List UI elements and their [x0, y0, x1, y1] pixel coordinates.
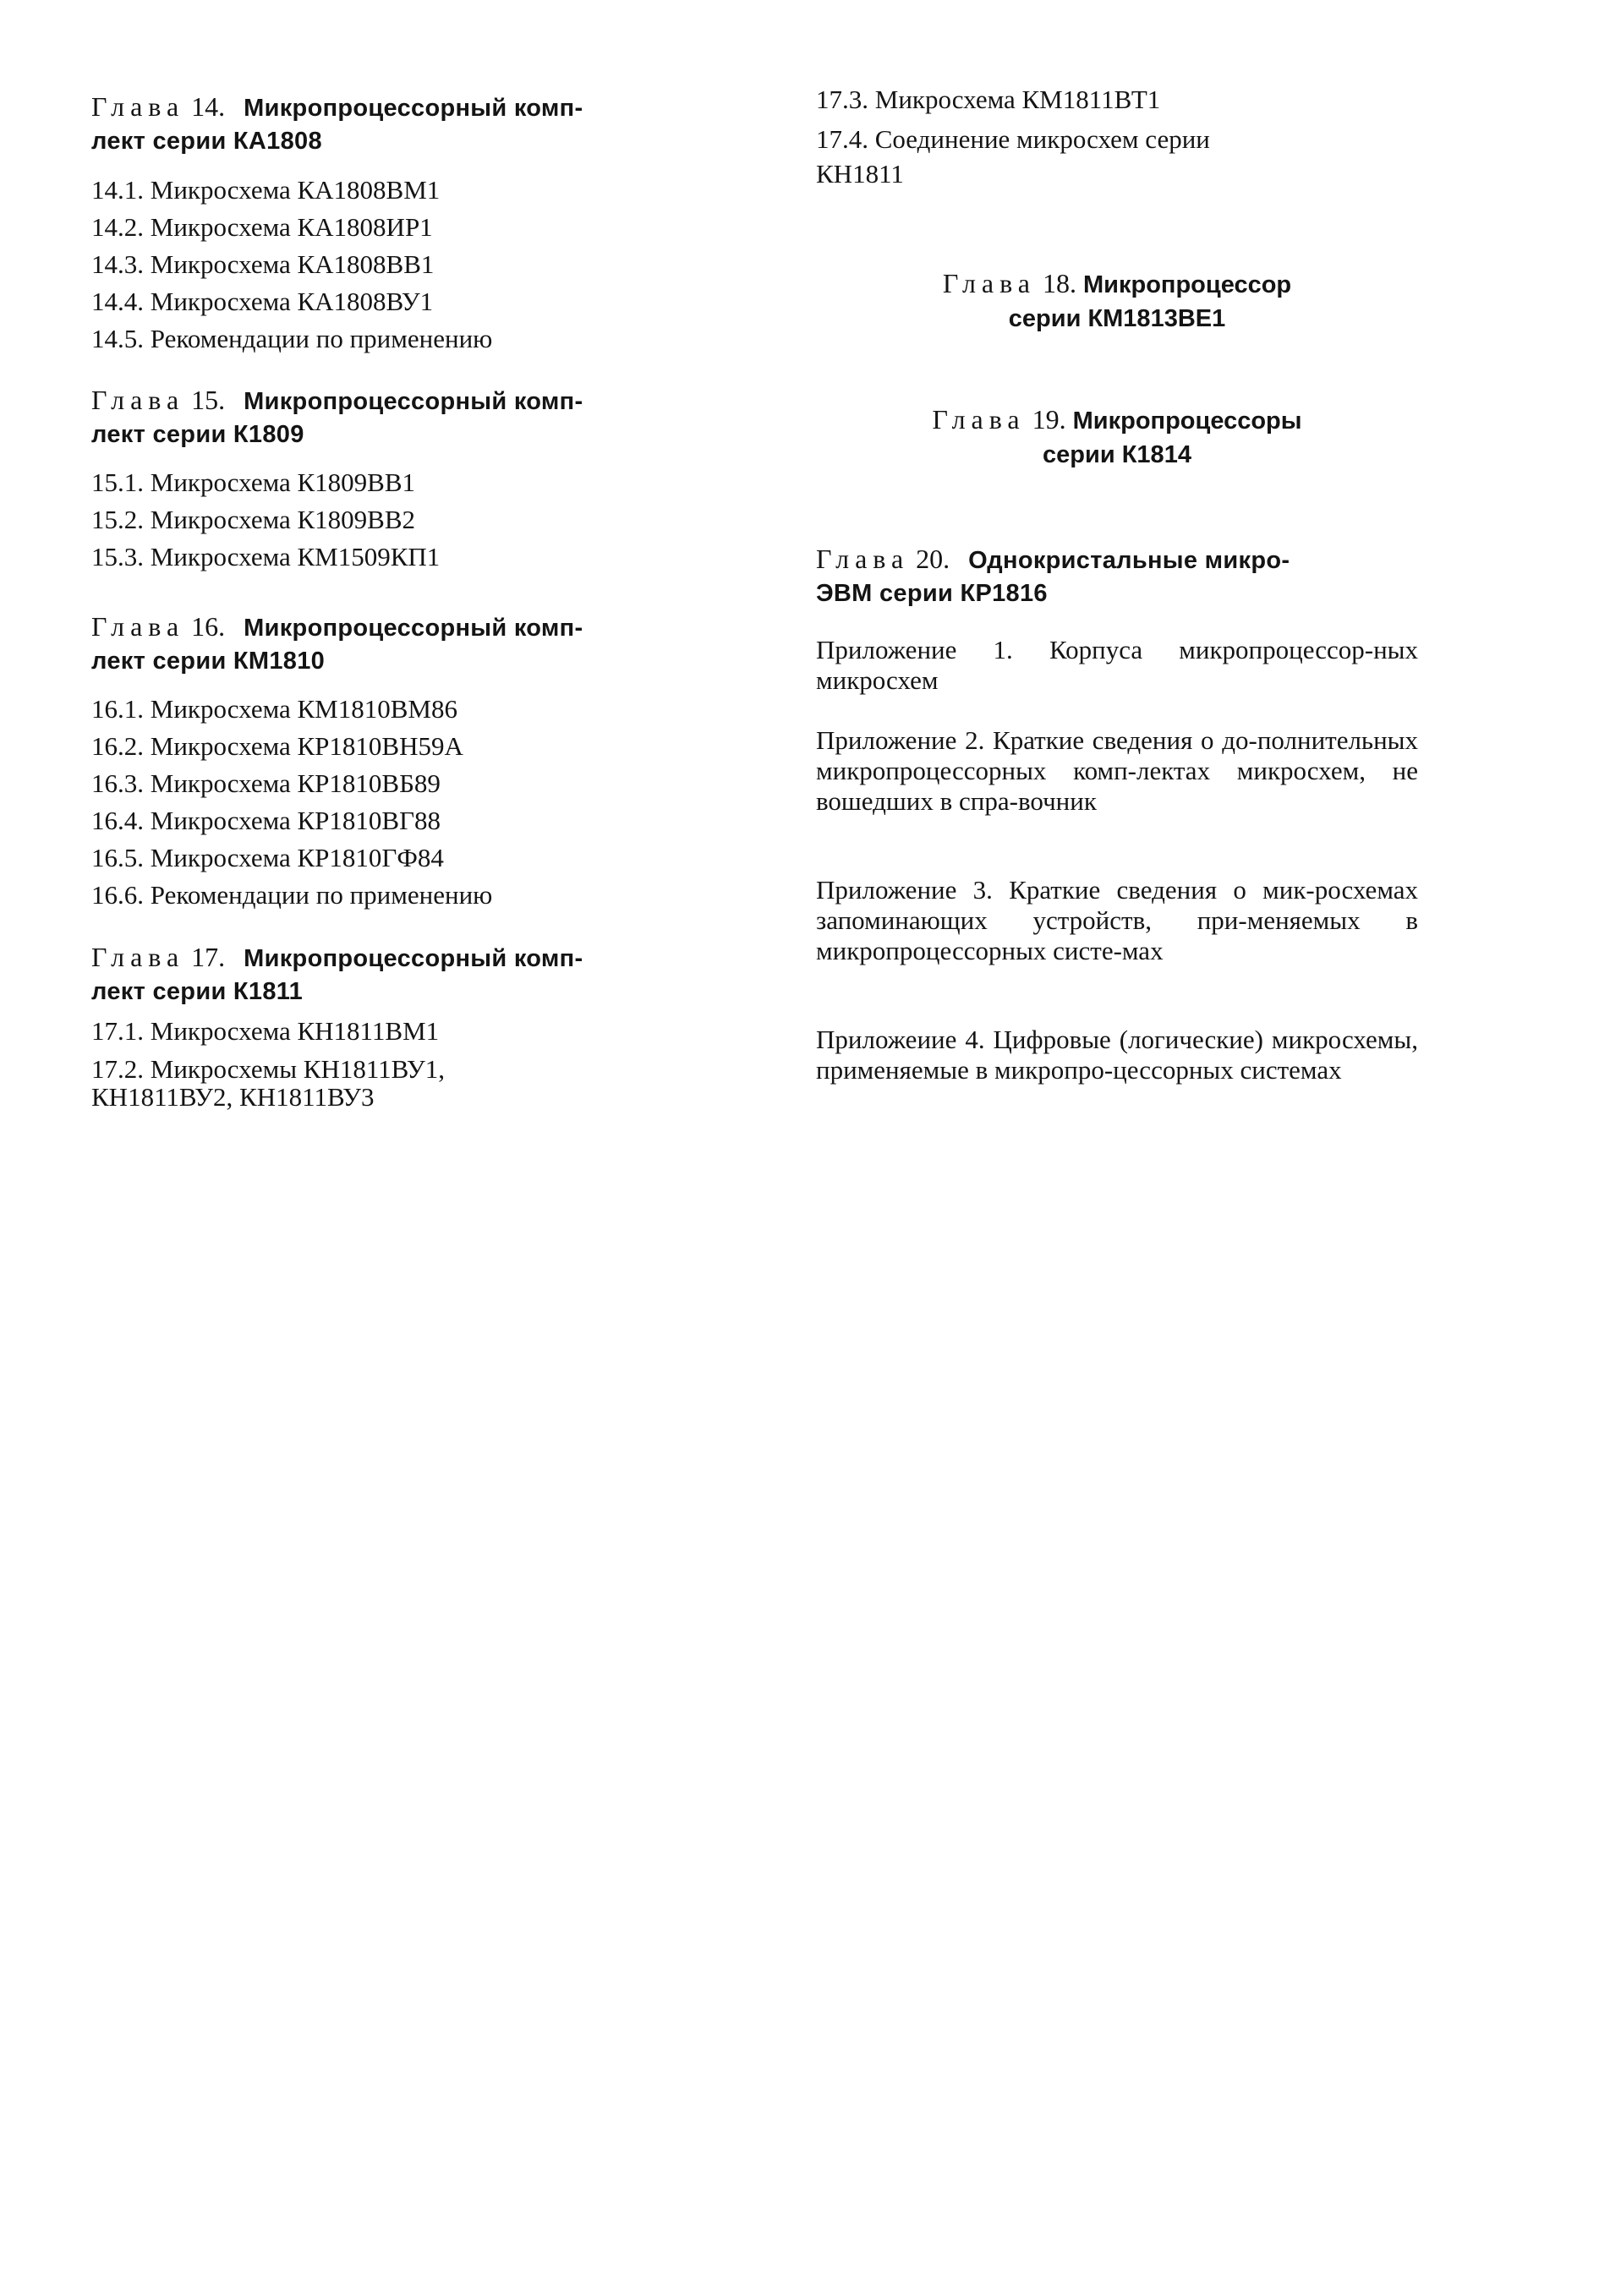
- appendix-1: Приложение 1. Корпуса микропроцессор-ных микросхем: [816, 635, 1418, 695]
- toc-item-14-4: 14.4. Микросхема КА1808ВУ1: [91, 287, 434, 316]
- appendix-2: Приложение 2. Краткие сведения о до-полнительных микропроцессорных комп-лектах микросхем, не вошедших в спра-вочник: [816, 725, 1418, 816]
- chapter-title: Микропроцессорный комп-: [244, 945, 583, 972]
- toc-item-16-6: 16.6. Рекомендации по применению: [91, 880, 493, 910]
- chapter-label: Глава: [91, 385, 185, 415]
- toc-item-17-2: 17.2. Микросхемы КН1811ВУ1,: [91, 1054, 446, 1084]
- chapter-19-heading: [816, 403, 1418, 471]
- chapter-title: Микропроцессоры: [1072, 407, 1302, 435]
- chapter-title: Микропроцессорный комп-: [244, 95, 583, 122]
- chapter-title-cont: ЭВМ серии КР1816: [816, 580, 1048, 607]
- chapter-number: 16.: [191, 611, 226, 642]
- toc-item-16-1: 16.1. Микросхема КМ1810ВМ86: [91, 694, 457, 724]
- chapter-number: 15.: [191, 385, 226, 415]
- toc-item-14-1: 14.1. Микросхема КА1808ВМ1: [91, 175, 441, 205]
- chapter-20-heading: [816, 544, 1418, 610]
- chapter-number: 17.: [191, 942, 226, 972]
- appendix-3: Приложение 3. Краткие сведения о мик-росхемах запоминающих устройств, при-меняемых в микропроцессорных систе-мах: [816, 875, 1418, 965]
- chapter-title-cont: лект серии К1809: [91, 421, 304, 448]
- toc-item-16-2: 16.2. Микросхема КР1810ВН59А: [91, 731, 463, 761]
- chapter-title: Микропроцессорный комп-: [244, 615, 583, 642]
- chapter-title: Микропроцессор: [1083, 271, 1292, 298]
- chapter-title-cont: серии КМ1813ВЕ1: [1008, 305, 1226, 332]
- chapter-16-heading: [91, 611, 683, 677]
- chapter-label: Глава: [932, 404, 1026, 435]
- chapter-18-heading: [816, 267, 1418, 335]
- chapter-label: Глава: [91, 611, 185, 642]
- chapter-title: Однокристальные микро-: [968, 547, 1290, 574]
- toc-item-17-2-cont: КН1811ВУ2, КН1811ВУ3: [91, 1082, 375, 1112]
- chapter-number: 18.: [1043, 268, 1076, 298]
- chapter-label: Глава: [942, 268, 1036, 298]
- chapter-title-cont: лект серии К1811: [91, 978, 304, 1005]
- toc-item-14-5: 14.5. Рекомендации по применению: [91, 324, 493, 353]
- toc-item-14-2: 14.2. Микросхема КА1808ИР1: [91, 212, 433, 242]
- toc-item-17-1: 17.1. Микросхема КН1811ВМ1: [91, 1016, 440, 1046]
- appendix-4: Приложеиие 4. Цифровые (логические) микросхемы, применяемые в микропро-цессорных системах: [816, 1025, 1418, 1085]
- toc-item-17-4: 17.4. Соединение микросхем серии: [816, 124, 1210, 154]
- chapter-title-cont: серии К1814: [1043, 441, 1191, 468]
- chapter-title-cont: лект серии КА1808: [91, 128, 322, 155]
- chapter-label: Глава: [816, 544, 910, 574]
- chapter-label: Глава: [91, 91, 185, 122]
- toc-item-16-5: 16.5. Микросхема КР1810ГФ84: [91, 843, 444, 872]
- chapter-17-heading: [91, 942, 683, 1008]
- toc-item-15-1: 15.1. Микросхема К1809ВВ1: [91, 467, 416, 497]
- toc-item-16-4: 16.4. Микросхема КР1810ВГ88: [91, 806, 441, 835]
- toc-item-17-3: 17.3. Микросхема КМ1811ВТ1: [816, 85, 1161, 114]
- toc-item-14-3: 14.3. Микросхема КА1808ВВ1: [91, 249, 435, 279]
- chapter-label: Глава: [91, 942, 185, 972]
- chapter-number: 14.: [191, 91, 226, 122]
- toc-item-15-3: 15.3. Микросхема КМ1509КП1: [91, 542, 441, 571]
- chapter-15-heading: [91, 385, 683, 451]
- chapter-title-cont: лект серии КМ1810: [91, 648, 326, 675]
- toc-item-16-3: 16.3. Микросхема КР1810ВБ89: [91, 768, 441, 798]
- chapter-number: 19.: [1032, 404, 1066, 435]
- chapter-title: Микропроцессорный комп-: [244, 388, 583, 415]
- toc-item-15-2: 15.2. Микросхема К1809ВВ2: [91, 505, 416, 534]
- chapter-14-heading: [91, 91, 683, 157]
- chapter-number: 20.: [916, 544, 950, 574]
- toc-item-17-4-cont: КН1811: [816, 159, 904, 189]
